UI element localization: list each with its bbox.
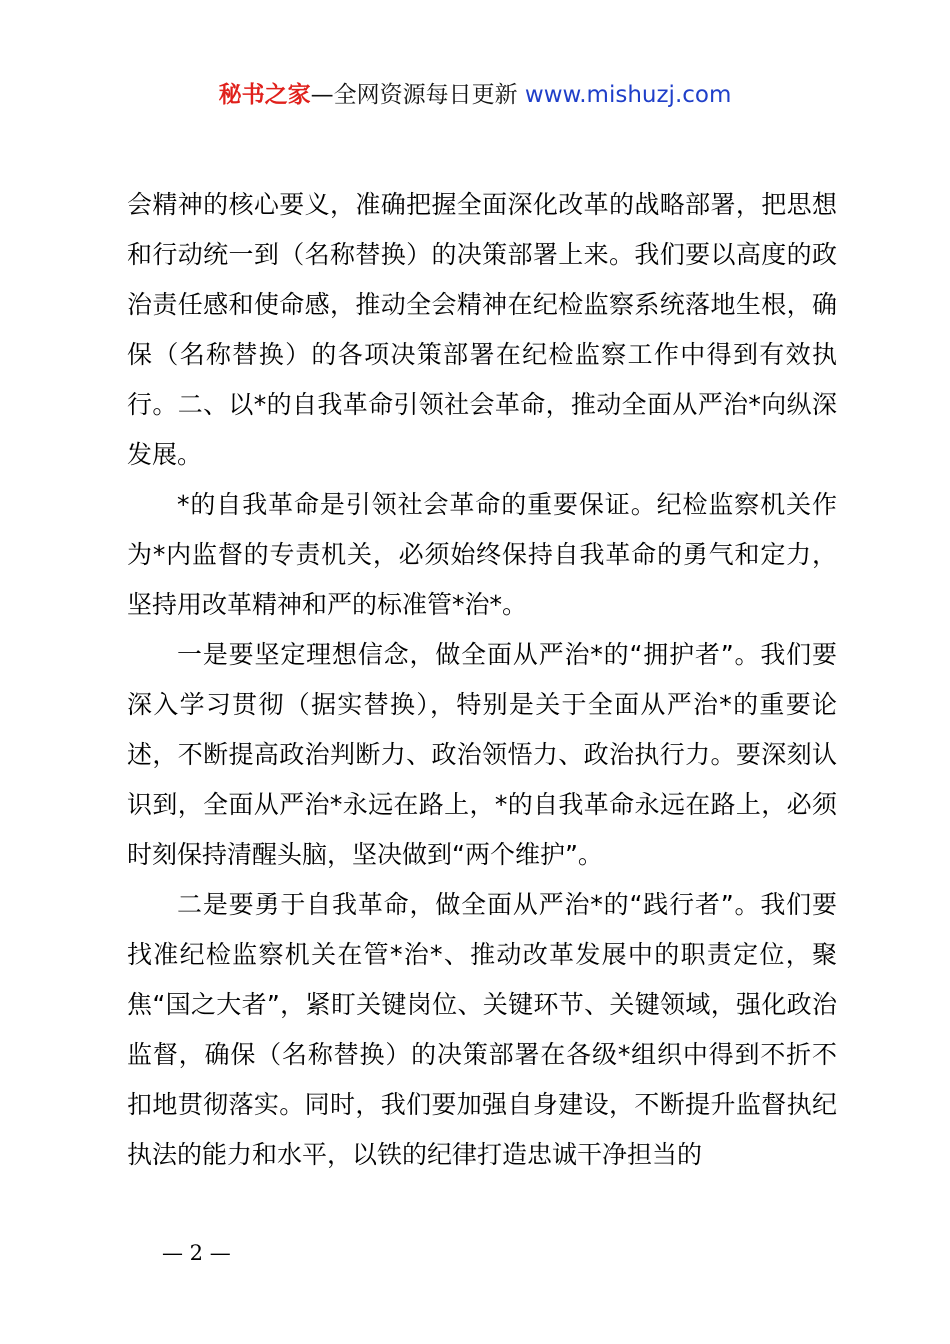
- page-number: — 2 —: [162, 1241, 231, 1265]
- paragraph-2: *的自我革命是引领社会革命的重要保证。纪检监察机关作为*内监督的专责机关，必须始终保持自我革命的勇气和定力，坚持用改革精神和严的标准管*治*。: [127, 490, 837, 619]
- header-tagline: —全网资源每日更新: [310, 82, 525, 108]
- site-header: [0, 78, 950, 112]
- paragraph-3: 一是要坚定理想信念，做全面从严治*的“拥护者”。我们要深入学习贯彻（据实替换），特别是关于全面从严治*的重要论述，不断提高政治判断力、政治领悟力、政治执行力。要深刻认识到，全面从严治*永远在路上，*的自我革命永远在路上，必须时刻保持清醒头脑，坚决做到“两个维护”。: [127, 640, 837, 869]
- paragraph-4: 二是要勇于自我革命，做全面从严治*的“践行者”。我们要找准纪检监察机关在管*治*、推动改革发展中的职责定位，聚焦“国之大者”，紧盯关键岗位、关键环节、关键领域，强化政治监督，确保（名称替换）的决策部署在各级*组织中得到不折不扣地贯彻落实。同时，我们要加强自身建设，不断提升监督执纪执法的能力和水平，以铁的纪律打造忠诚干净担当的: [127, 890, 837, 1169]
- paragraph-1: 会精神的核心要义，准确把握全面深化改革的战略部署，把思想和行动统一到（名称替换）的决策部署上来。我们要以高度的政治责任感和使命感，推动全会精神在纪检监察系统落地生根，确保（名称替换）的各项决策部署在纪检监察工作中得到有效执行。二、以*的自我革命引领社会革命，推动全面从严治*向纵深发展。: [127, 190, 837, 469]
- brand-name: 秘书之家: [218, 82, 311, 108]
- document-body: [127, 180, 837, 1180]
- site-url[interactable]: www.mishuzj.com: [524, 82, 732, 108]
